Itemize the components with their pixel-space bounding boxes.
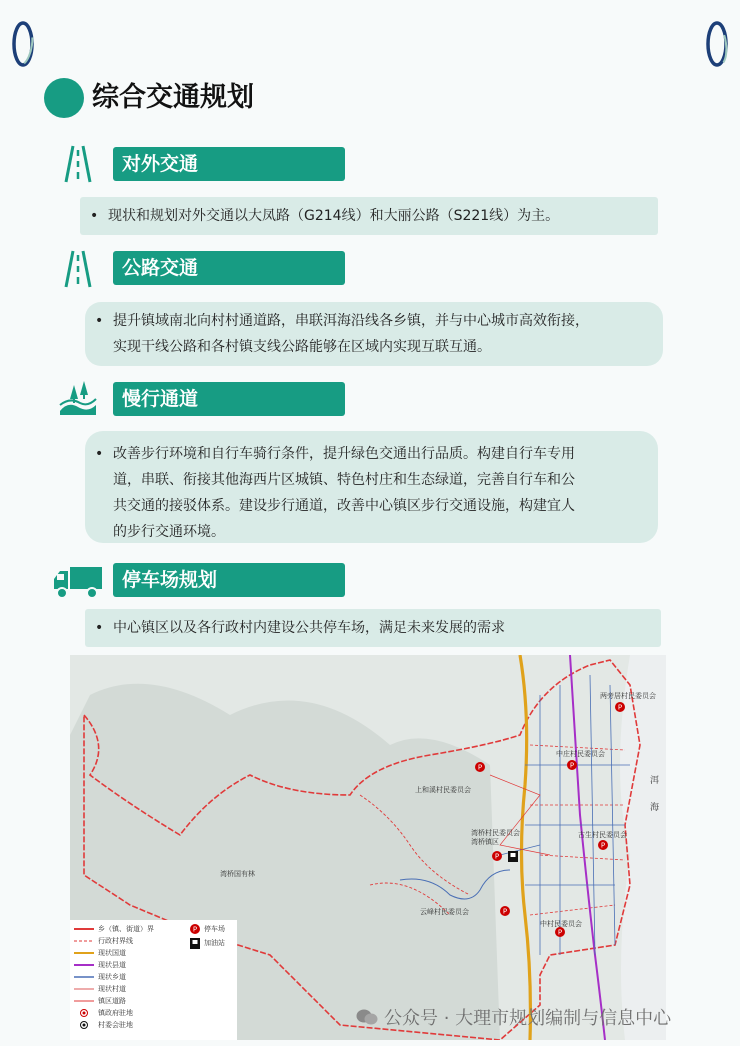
- section-text-line: 现状和规划对外交通以大凤路（G214线）和大丽公路（S221线）为主。: [108, 208, 560, 224]
- svg-text:P: P: [192, 925, 198, 934]
- map-place-label: 湾桥镇区: [471, 838, 499, 846]
- legend-item: 镇区道路: [98, 997, 126, 1005]
- map-place-label: 洱: [650, 776, 660, 786]
- bullet: •: [95, 313, 104, 329]
- section-text-line: 中心镇区以及各行政村内建设公共停车场，满足未来发展的需求: [113, 620, 505, 636]
- parking-marker: [598, 840, 608, 850]
- legend-item: 乡（镇、街道）界: [98, 925, 154, 933]
- parking-marker: [475, 762, 485, 772]
- parking-glyph: P: [494, 852, 500, 861]
- parking-marker: [500, 906, 510, 916]
- legend-item: 行政村界线: [98, 937, 133, 945]
- truck-icon: [52, 561, 104, 601]
- section-label-slow-traffic: 慢行通道: [113, 382, 345, 416]
- parking-glyph: P: [477, 763, 483, 772]
- map-place-label: 湾桥村民委员会: [471, 829, 520, 837]
- map-place-label: 两旁居村民委员会: [600, 692, 656, 700]
- map-place-label: 中村民委员会: [540, 920, 582, 928]
- road-icon: [56, 249, 100, 289]
- decorative-ring-icon: [10, 18, 36, 70]
- legend-item: 镇政府驻地: [74, 1008, 133, 1018]
- legend-item: 加油站: [190, 938, 225, 948]
- section-label-parking: 停车场规划: [113, 563, 345, 597]
- section-box-highway-traffic: [85, 302, 663, 366]
- green-landscape-icon: [56, 377, 100, 417]
- watermark-text: 公众号 · 大理市规划编制与信息中心: [384, 1008, 672, 1029]
- map-place-label: 古生村民委员会: [578, 831, 627, 839]
- section-box-parking: [85, 609, 661, 647]
- section-text-line: 的步行交通环境。: [113, 524, 225, 540]
- traffic-planning-map: [70, 655, 666, 1040]
- map-legend: [70, 920, 237, 1040]
- wechat-icon: [356, 1008, 378, 1026]
- section-text-line: 道，串联、衔接其他海西片区城镇、特色村庄和生态绿道，完善自行车和公: [113, 472, 575, 488]
- decorative-ring-icon: [704, 18, 730, 70]
- parking-glyph: P: [617, 703, 623, 712]
- title-dot: [44, 78, 84, 118]
- map-place-label: 中庄村民委员会: [556, 750, 605, 758]
- bullet: •: [95, 620, 104, 636]
- parking-glyph: P: [569, 761, 575, 770]
- section-text-line: 提升镇域南北向村村通道路，串联洱海沿线各乡镇，并与中心城市高效衔接，: [113, 313, 589, 329]
- section-label-external-traffic: 对外交通: [113, 147, 345, 181]
- legend-item: P 停车场: [190, 924, 225, 934]
- map-place-label: 上和溪村民委员会: [415, 786, 471, 794]
- legend-item: 现状国道: [98, 949, 126, 957]
- map-place-label: 云峰村民委员会: [420, 908, 469, 916]
- parking-marker: [567, 760, 577, 770]
- parking-glyph: P: [600, 841, 606, 850]
- gas-station-marker: [508, 851, 518, 862]
- parking-glyph: P: [502, 907, 508, 916]
- legend-item: 现状乡道: [98, 973, 126, 981]
- section-text-line: 改善步行环境和自行车骑行条件，提升绿色交通出行品质。构建自行车专用: [113, 446, 575, 462]
- page-title: 综合交通规划: [92, 82, 254, 113]
- section-label-highway-traffic: 公路交通: [113, 251, 345, 285]
- section-box-slow-traffic: [85, 431, 658, 543]
- parking-marker: [615, 702, 625, 712]
- bullet: •: [95, 446, 104, 462]
- parking-marker: [492, 851, 502, 861]
- section-box-external-traffic: [80, 197, 658, 235]
- legend-item: 村委会驻地: [74, 1020, 133, 1030]
- bullet: •: [90, 208, 99, 224]
- section-text-line: 共交通的接驳体系。建设步行通道，改善中心镇区步行交通设施，构建宜人: [113, 498, 575, 514]
- map-place-label: 湾桥国有林: [220, 870, 255, 878]
- watermark: [356, 1004, 671, 1030]
- section-text-line: 实现干线公路和各村镇支线公路能够在区域内实现互联互通。: [113, 339, 491, 355]
- map-place-label: 海: [650, 803, 660, 813]
- legend-item: 现状村道: [98, 985, 126, 993]
- parking-glyph: P: [557, 928, 563, 937]
- road-icon: [56, 144, 100, 184]
- legend-item: 现状县道: [98, 961, 126, 969]
